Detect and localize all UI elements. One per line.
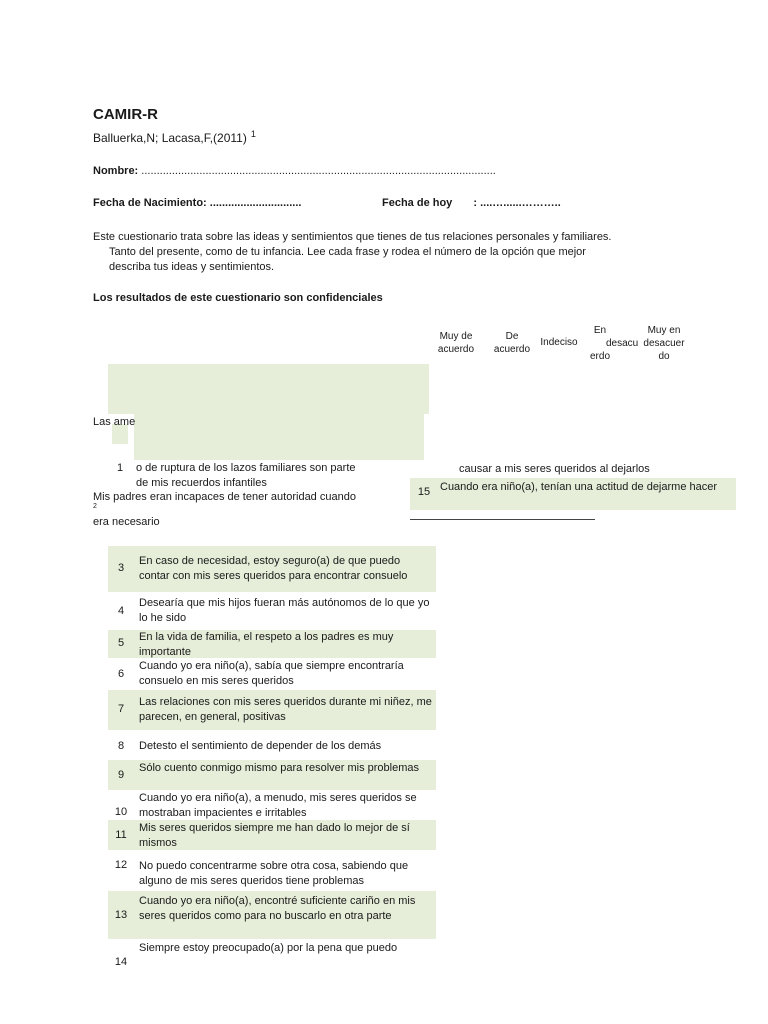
name-dots: .................................................................................................................... (141, 165, 496, 177)
item-row[interactable] (108, 690, 436, 730)
item-row[interactable] (108, 891, 436, 939)
item-text: Detesto el sentimiento de depender de los demás (139, 740, 382, 752)
item-number: 15 (417, 486, 431, 498)
item-number: 11 (115, 829, 127, 841)
item-number: 14 (114, 956, 128, 968)
item-text: Siempre estoy preocupado(a) por la pena que puedo (139, 942, 398, 954)
item-text: Desearía que mis hijos fueran más autónomos de lo que yo lo he sido (139, 597, 430, 624)
item-number: 13 (114, 909, 128, 921)
birthdate-field[interactable] (93, 197, 301, 209)
item-number: 7 (117, 703, 125, 715)
column-header-agree (487, 330, 537, 356)
column-header-line: do (658, 351, 670, 362)
item-text: Cuando yo era niño(a), encontré suficiente cariño en mis seres queridos como para no buscarlo en otra parte (139, 895, 416, 922)
item-row[interactable] (108, 940, 436, 976)
intro-line-3: describa tus ideas y sentimientos. (109, 261, 275, 273)
item-text: En caso de necesidad, estoy seguro(a) de que puedo contar con mis seres queridos para encontrar consuelo (139, 555, 408, 582)
item-number: 3 (117, 562, 125, 574)
item-15-text: Cuando era niño(a), tenían una actitud de dejarme hacer (440, 481, 718, 493)
authors-citation (93, 129, 256, 145)
intro-paragraph (93, 230, 658, 275)
confidential-note: Los resultados de este cuestionario son confidenciales (93, 292, 383, 304)
item-1-text-line-2: de mis recuerdos infantiles (136, 477, 267, 489)
item-2-text-line-2: era necesario (93, 516, 160, 528)
footnote-mark: 1 (250, 129, 256, 139)
item-15-row (410, 478, 736, 510)
item-row[interactable] (108, 856, 436, 888)
shaded-block (134, 414, 424, 460)
item-number: 2 (93, 503, 97, 510)
name-label: Nombre: (93, 165, 139, 177)
item-number: 5 (117, 637, 125, 649)
today-date-field[interactable] (382, 197, 561, 209)
name-field[interactable] (93, 165, 496, 177)
item-row[interactable] (108, 546, 436, 592)
column-header-line: desacu (606, 338, 639, 349)
item-2-text-line-1: Mis padres eran incapaces de tener autoridad cuando (93, 491, 356, 503)
horizontal-rule (410, 519, 595, 520)
item-row[interactable] (108, 736, 436, 758)
birthdate-dots: .............................. (209, 197, 302, 209)
authors-text: Balluerka,N; Lacasa,F,(2011) (93, 131, 247, 145)
column-header-line: De (505, 331, 519, 342)
item-14-continuation: causar a mis seres queridos al dejarlos (459, 463, 650, 475)
column-header-line: acuerdo (493, 344, 531, 355)
item-number: 6 (117, 668, 125, 680)
column-header-line: Muy de (439, 331, 473, 342)
item-1-text-line-1: o de ruptura de los lazos familiares son parte (136, 462, 356, 474)
fragment-las-ame: Las ame (93, 416, 136, 428)
column-header-disagree (580, 324, 639, 363)
today-date-label: Fecha de hoy (382, 197, 453, 209)
document-title: CAMIR-R (93, 106, 158, 123)
column-header-strongly-disagree (635, 324, 693, 363)
item-row[interactable] (108, 760, 436, 790)
item-text: En la vida de familia, el respeto a los padres es muy importante (139, 631, 394, 658)
item-number: 9 (117, 769, 125, 781)
intro-line-2: Tanto del presente, como de tu infancia. Lee cada frase y rodea el número de la opción que mejor (109, 246, 586, 258)
item-text: Cuando yo era niño(a), sabía que siempre encontraría consuelo en mis seres queridos (139, 660, 404, 687)
item-row[interactable] (108, 820, 436, 850)
item-number: 1 (117, 462, 124, 474)
shaded-block (108, 364, 429, 414)
column-header-undecided (536, 336, 582, 349)
item-row[interactable] (108, 596, 436, 628)
column-header-line: Muy en (647, 325, 681, 336)
item-text: No puedo concentrarme sobre otra cosa, sabiendo que alguno de mis seres queridos tiene problemas (139, 860, 409, 887)
column-header-line: En (593, 325, 607, 336)
item-text: Las relaciones con mis seres queridos durante mi niñez, me parecen, en general, positivas (139, 696, 432, 723)
intro-line-1: Este cuestionario trata sobre las ideas y sentimientos que tienes de tus relaciones personales y familiares. (93, 231, 612, 243)
item-text: Mis seres queridos siempre me han dado lo mejor de sí mismos (139, 822, 410, 849)
item-number: 8 (117, 740, 125, 752)
birthdate-label: Fecha de Nacimiento: (93, 197, 207, 209)
item-text: Cuando yo era niño(a), a menudo, mis seres queridos se mostraban impacientes e irritables (139, 792, 417, 819)
column-header-line: acuerdo (437, 344, 475, 355)
item-number: 12 (114, 859, 128, 871)
column-header-strongly-agree (430, 330, 482, 356)
column-header-line: erdo (589, 351, 610, 362)
item-row[interactable] (108, 658, 436, 688)
item-number: 10 (114, 806, 128, 818)
item-row[interactable] (108, 790, 436, 820)
item-number: 4 (117, 605, 125, 617)
column-header-line: Indeciso (540, 337, 578, 348)
today-date-dots: : ....…......……….. (473, 197, 561, 209)
item-row[interactable] (108, 630, 436, 658)
item-text: Sólo cuento conmigo mismo para resolver mis problemas (139, 762, 420, 774)
column-header-line: desacuer (643, 338, 685, 349)
